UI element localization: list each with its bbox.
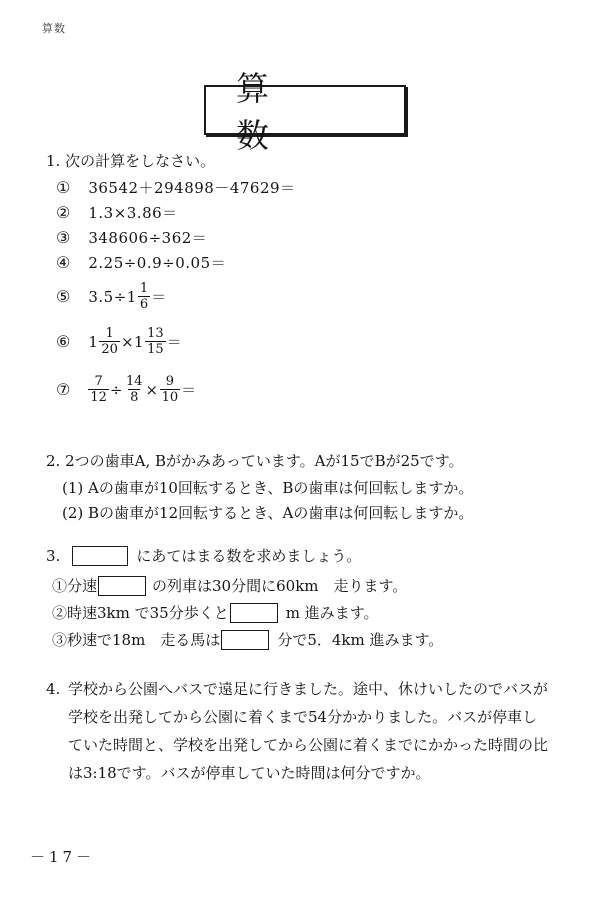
item-expression: 2.25÷0.9÷0.05＝	[88, 254, 227, 272]
item-expression: 36542＋294898－47629＝	[88, 179, 296, 197]
item-operator: ÷	[109, 380, 123, 399]
item-operator: ×	[120, 332, 135, 351]
q1-item-1	[56, 177, 296, 198]
q1-prompt: 次の計算をしなさい。	[65, 152, 216, 170]
q2-sub-1: (1) Aの歯車が10回転するとき、Bの歯車は何回転しますか。	[62, 479, 474, 497]
q1-item-4	[56, 252, 226, 273]
mixed-whole: 1	[134, 332, 145, 351]
numerator: 13	[147, 326, 164, 341]
item-expression: 1.3×3.86＝	[88, 204, 178, 222]
item-operator: ÷	[113, 287, 127, 306]
q3-item-pre: ③秒速で18m 走る馬は	[52, 631, 221, 649]
fraction	[88, 374, 109, 405]
q2-heading	[46, 450, 464, 472]
q3-item-2	[52, 602, 379, 624]
answer-blank[interactable]	[98, 576, 146, 596]
equals-sign: ＝	[181, 381, 197, 399]
q1-number: 1.	[46, 152, 61, 170]
mixed-whole: 1	[126, 287, 137, 306]
item-marker: ⑤	[56, 287, 71, 306]
q3-item-3	[52, 629, 443, 651]
answer-blank[interactable]	[72, 546, 128, 566]
q3-item-1	[52, 575, 407, 597]
mixed-whole: 1	[88, 332, 99, 351]
item-term: 3.5	[88, 287, 114, 306]
q3-prompt: にあてはまる数を求めましょう。	[136, 547, 362, 565]
q3-item-post: m 進みます。	[285, 604, 379, 622]
page-number: －17－	[30, 848, 96, 866]
q1-heading	[46, 150, 215, 172]
fraction	[124, 374, 145, 405]
denominator: 10	[161, 390, 179, 405]
numerator: 1	[105, 326, 114, 341]
q3-number: 3.	[46, 547, 61, 565]
fraction	[145, 326, 166, 357]
numerator: 7	[94, 374, 103, 389]
denominator: 8	[130, 390, 139, 405]
answer-blank[interactable]	[221, 630, 269, 650]
numerator: 14	[125, 374, 143, 389]
item-marker: ①	[56, 178, 71, 197]
denominator: 20	[101, 342, 118, 357]
item-marker: ④	[56, 253, 71, 272]
q2-number: 2.	[46, 452, 61, 470]
numerator: 9	[165, 374, 174, 389]
q4-number: 4.	[46, 680, 61, 698]
q1-item-2	[56, 202, 178, 223]
fraction	[138, 281, 150, 312]
q3-heading	[46, 545, 361, 567]
q1-item-7	[56, 374, 197, 405]
item-operator: ×	[145, 380, 159, 399]
item-marker: ③	[56, 228, 71, 247]
q2-prompt: 2つの歯車A, Bがかみあっています。Aが15でBが25です。	[65, 452, 464, 470]
q3-item-post: の列車は30分間に60km 走ります。	[152, 577, 408, 595]
q4-text: 学校から公園へバスで遠足に行きました。途中、休けいしたのでバスが学校を出発してから公園に着くまで54分かかりました。バスが停車していた時間と、学校を出発してから公園に着くまでにかかった時間の比は3:18です。バスが停車していた時間は何分ですか。	[68, 680, 549, 782]
q2-sub-2: (2) Bの歯車が12回転するとき、Aの歯車は何回転しますか。	[62, 504, 474, 522]
fraction	[160, 374, 181, 405]
item-marker: ②	[56, 203, 71, 222]
corner-label: 算数	[42, 22, 66, 35]
q1-item-5	[56, 281, 167, 312]
equals-sign: ＝	[166, 333, 183, 351]
denominator: 6	[139, 297, 149, 312]
denominator: 15	[147, 342, 164, 357]
denominator: 12	[90, 390, 107, 405]
q1-item-6	[56, 326, 182, 357]
q1-item-3	[56, 227, 207, 248]
q3-item-pre: ①分速	[52, 577, 98, 595]
item-marker: ⑦	[56, 380, 71, 399]
title-box	[204, 69, 406, 155]
q3-item-post: 分で5．4km 進みます。	[277, 631, 444, 649]
item-marker: ⑥	[56, 332, 71, 351]
page-title: 算 数	[236, 69, 362, 155]
q3-item-pre: ②時速3km で35分歩くと	[52, 604, 229, 622]
equals-sign: ＝	[151, 288, 167, 306]
numerator: 1	[139, 281, 149, 296]
item-expression: 348606÷362＝	[88, 229, 208, 247]
fraction	[99, 326, 120, 357]
answer-blank[interactable]	[230, 603, 278, 623]
